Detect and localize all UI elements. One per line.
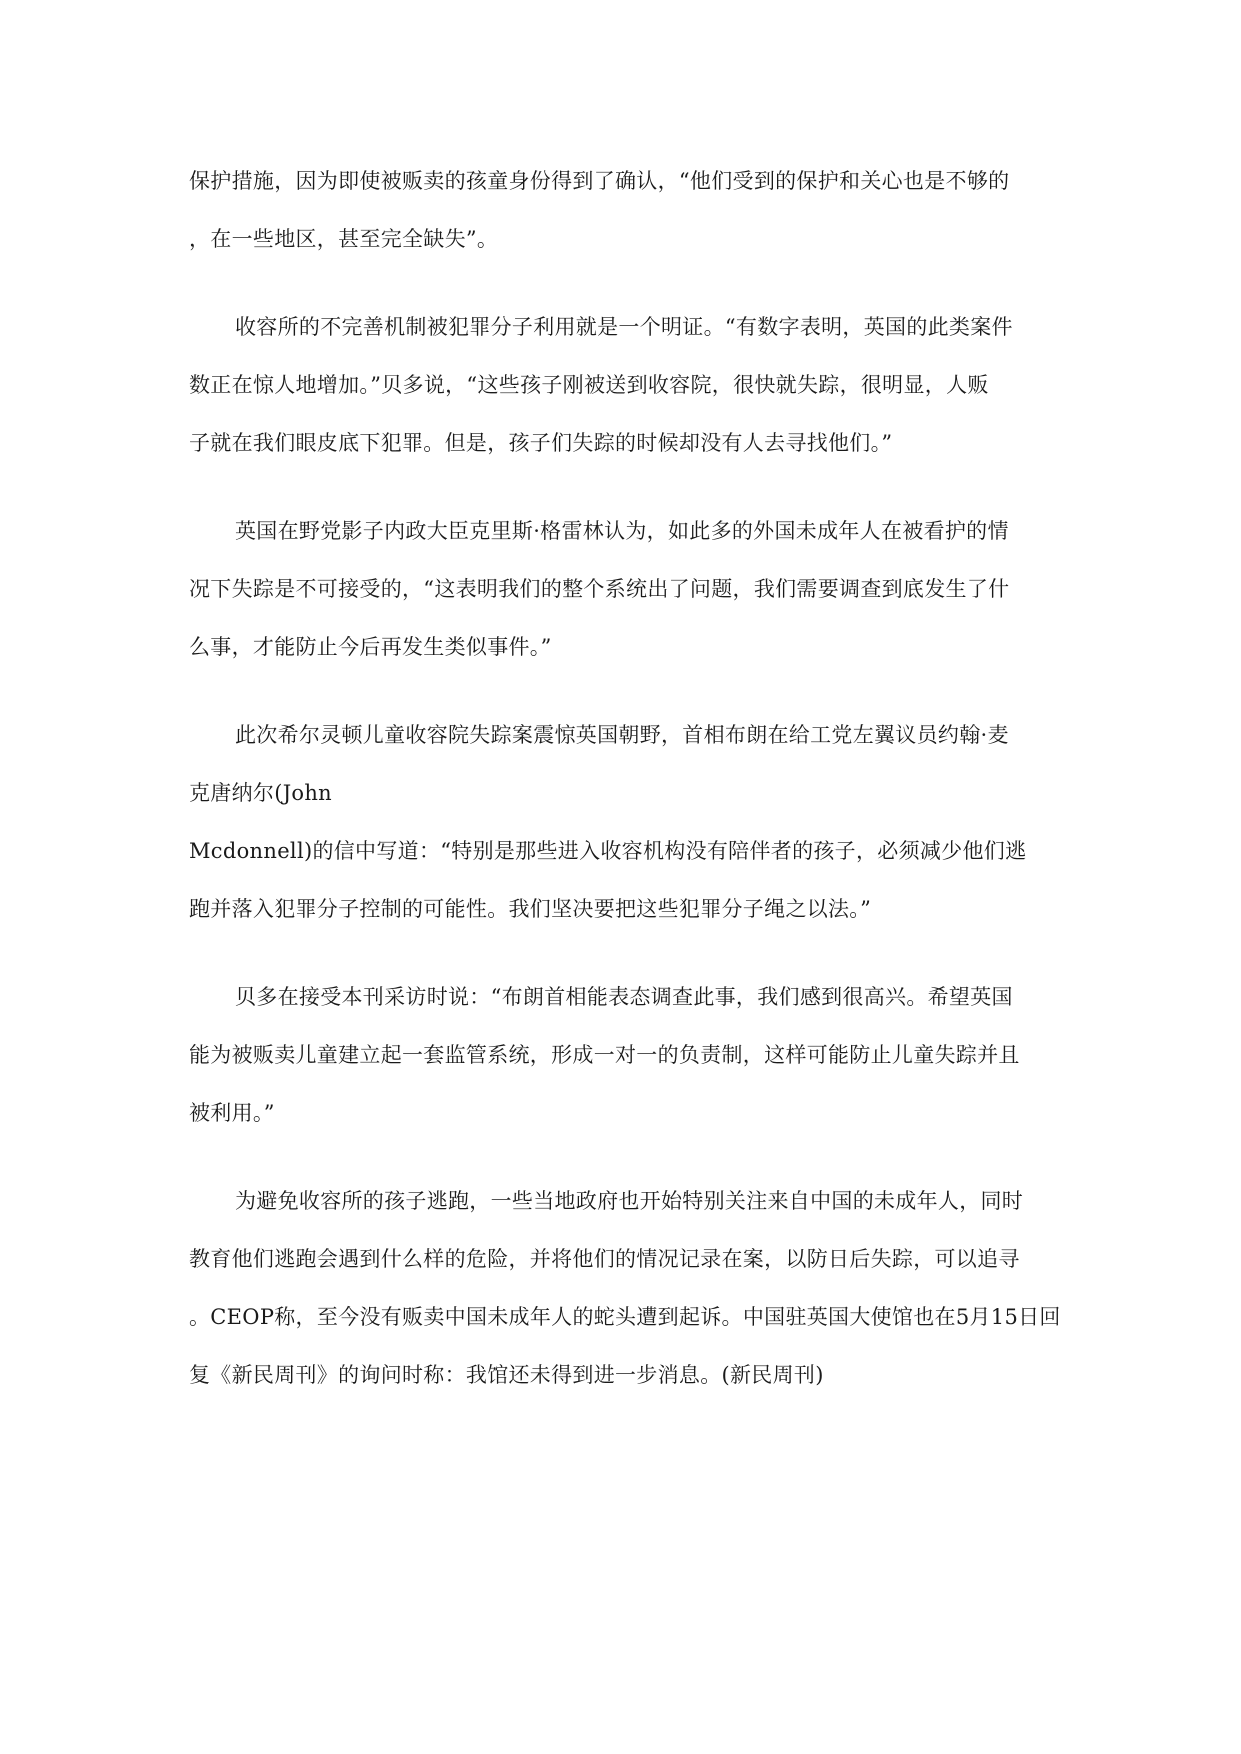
paragraph-5: [189, 968, 1059, 1142]
paragraph-line: 被利用。”: [189, 1101, 275, 1125]
article-body: [189, 152, 1059, 1404]
paragraph-line: 复《新民周刊》的询问时称：我馆还未得到进一步消息。(新民周刊): [189, 1363, 824, 1387]
paragraph-line: 贝多在接受本刊采访时说：“布朗首相能表态调查此事，我们感到很高兴。希望英国: [235, 985, 1013, 1009]
paragraph-3: [189, 502, 1059, 676]
paragraph-line: 况下失踪是不可接受的，“这表明我们的整个系统出了问题，我们需要调查到底发生了什: [189, 577, 1010, 601]
paragraph-line: 能为被贩卖儿童建立起一套监管系统，形成一对一的负责制，这样可能防止儿童失踪并且: [189, 1043, 1020, 1067]
paragraph-line: 收容所的不完善机制被犯罪分子利用就是一个明证。“有数字表明，英国的此类案件: [235, 315, 1013, 339]
paragraph-line: 子就在我们眼皮底下犯罪。但是，孩子们失踪的时候却没有人去寻找他们。”: [189, 431, 893, 455]
paragraph-line: 教育他们逃跑会遇到什么样的危险，并将他们的情况记录在案，以防日后失踪，可以追寻: [189, 1247, 1020, 1271]
paragraph-1: [189, 152, 1059, 268]
paragraph-2: [189, 298, 1059, 472]
paragraph-6: [189, 1172, 1059, 1404]
paragraph-line: 英国在野党影子内政大臣克里斯·格雷林认为，如此多的外国未成年人在被看护的情: [235, 519, 1009, 543]
paragraph-line: 此次希尔灵顿儿童收容院失踪案震惊英国朝野，首相布朗在给工党左翼议员约翰·麦: [235, 723, 1009, 747]
paragraph-line: 跑并落入犯罪分子控制的可能性。我们坚决要把这些犯罪分子绳之以法。”: [189, 897, 872, 921]
paragraph-line: ，在一些地区，甚至完全缺失”。: [189, 227, 499, 251]
paragraph-line: 么事，才能防止今后再发生类似事件。”: [189, 635, 552, 659]
paragraph-line: 克唐纳尔(John: [189, 781, 333, 805]
paragraph-line: 。CEOP称，至今没有贩卖中国未成年人的蛇头遭到起诉。中国驻英国大使馆也在5月15日回: [189, 1305, 1061, 1329]
paragraph-line: 数正在惊人地增加。”贝多说，“这些孩子刚被送到收容院，很快就失踪，很明显，人贩: [189, 373, 989, 397]
paragraph-line: Mcdonnell)的信中写道：“特别是那些进入收容机构没有陪伴者的孩子，必须减少他们逃: [189, 839, 1027, 863]
paragraph-line: 为避免收容所的孩子逃跑，一些当地政府也开始特别关注来自中国的未成年人，同时: [235, 1189, 1024, 1213]
paragraph-4: [189, 706, 1059, 938]
paragraph-line: 保护措施，因为即使被贩卖的孩童身份得到了确认，“他们受到的保护和关心也是不够的: [189, 169, 1010, 193]
